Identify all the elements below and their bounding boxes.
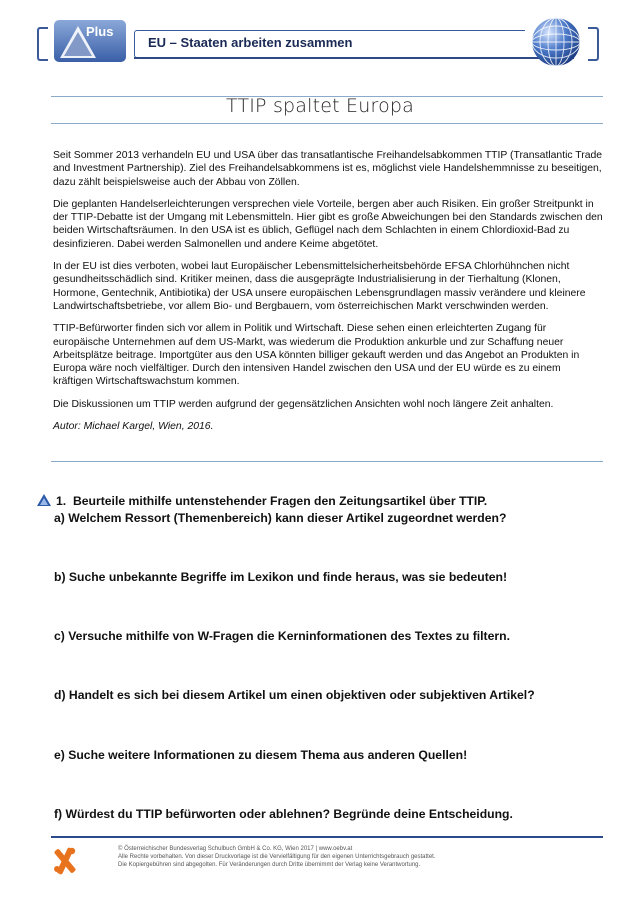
question-e: e) Suche weitere Informationen zu diesem Thema aus anderen Quellen! [54,748,468,762]
question-b: b) Suche unbekannte Begriffe im Lexikon und finde heraus, was sie bedeuten! [54,570,508,584]
publisher-logo-icon [52,845,78,877]
article-body [53,149,603,442]
footer-line-2: Alle Rechte vorbehalten. Von dieser Druckvorlage ist die Vervielfältigung für den eigenen Unterrichtsgebrauch gestattet. [118,854,436,860]
footer-line-1: © Österreichischer Bundesverlag Schulbuch GmbH & Co. KG, Wien 2017 | www.oebv.at [118,846,353,852]
article-paragraph: Die Diskussionen um TTIP werden aufgrund der gegensätzlichen Ansichten wohl noch längere Zeit anhalten. [53,398,554,410]
header-left-bracket [36,26,50,62]
header-right-bracket [586,26,600,62]
article-rule-bottom [51,461,603,462]
footer-rule [51,836,603,838]
globe-icon [530,16,582,68]
article-title: TTIP spaltet Europa [225,95,415,117]
article-author: Autor: Michael Kargel, Wien, 2016. [53,421,214,433]
question-d: d) Handelt es sich bei diesem Artikel um einen objektiven oder subjektiven Artikel? [54,688,535,702]
task-number: 1. [56,494,67,508]
task-triangle-icon [37,494,51,506]
article-paragraph: In der EU ist dies verboten, wobei laut Europäischer Lebensmittelsicherheitsbehörde EFSA Chlorhühnchen nicht gesundheitsschädlich sind. Kritiker meinen, dass die ausgeprägte Industrialisierung in der Tierhaltung (Klonen, Hormone, Gentechnik, Antibiotika) der USA unsere europäischen Lebensgrundlagen massiv verändere und kleinere Landwirtschaftsbetriebe, vor allem Bio- und Bergbauern, vom österreichischen Markt verschwinden werden. [53,261,586,312]
question-f: f) Würdest du TTIP befürworten oder ablehnen? Begründe deine Entscheidung. [54,807,513,821]
logo-text: Plus [86,24,114,39]
footer-line-3: Die Kopiergebühren sind abgegolten. Für Veränderungen durch Dritte übernimmt der Verlag keine Verantwortung. [118,862,421,868]
task-intro-text: Beurteile mithilfe untenstehender Fragen den Zeitungsartikel über TTIP. [72,494,488,508]
article-paragraph: Seit Sommer 2013 verhandeln EU und USA über das transatlantische Freihandelsabkommen TTIP (Transatlantic Trade and Investment Partnership). Ziel des Freihandelsabkommens ist es, möglichst viele Handelshemmnisse zu beseitigen, dazu zählt beispielsweise auch der Abbau von Zöllen. [53,150,603,188]
title-rule-bottom [51,123,603,124]
article-paragraph: TTIP-Befürworter finden sich vor allem in Politik und Wirtschaft. Diese sehen einen erleichterten Zugang für europäische Unternehmen auf dem US-Markt, was wiederum die Produktion ankurble und zur Schaffung neuer Arbeitsplätze beitrage. Importgüter aus den USA könnten billiger gekauft werden und das Angebot an Produkten in Europa wäre noch vielfältiger. Durch den intensiven Handel zwischen den USA und der EU würde es zu einem kräftigen Wirtschaftswachstum kommen. [53,323,580,388]
plus-logo [50,20,130,64]
header-underline [134,57,574,59]
article-paragraph: Die geplanten Handelserleichterungen versprechen viele Vorteile, bergen aber auch Risiken. Ein großer Streitpunkt in der TTIP-Debatte ist der Umgang mit Lebensmitteln. Hier gibt es große Abweichungen bei den Standards zwischen den beiden Wirtschaftsräumen. In den USA ist es üblich, Geflügel nach dem Schlachten in einem Chlordioxid-Bad zu desinfizieren. Dabei werden Salmonellen und andere Keime abgetötet. [53,198,603,250]
footer-copyright [118,845,436,869]
question-a: a) Welchem Ressort (Themenbereich) kann dieser Artikel zugeordnet werden? [54,511,507,525]
question-c: c) Versuche mithilfe von W-Fragen die Kerninformationen des Textes zu filtern. [54,629,510,643]
header-title: EU – Staaten arbeiten zusammen [148,35,353,50]
task-intro [56,494,487,508]
